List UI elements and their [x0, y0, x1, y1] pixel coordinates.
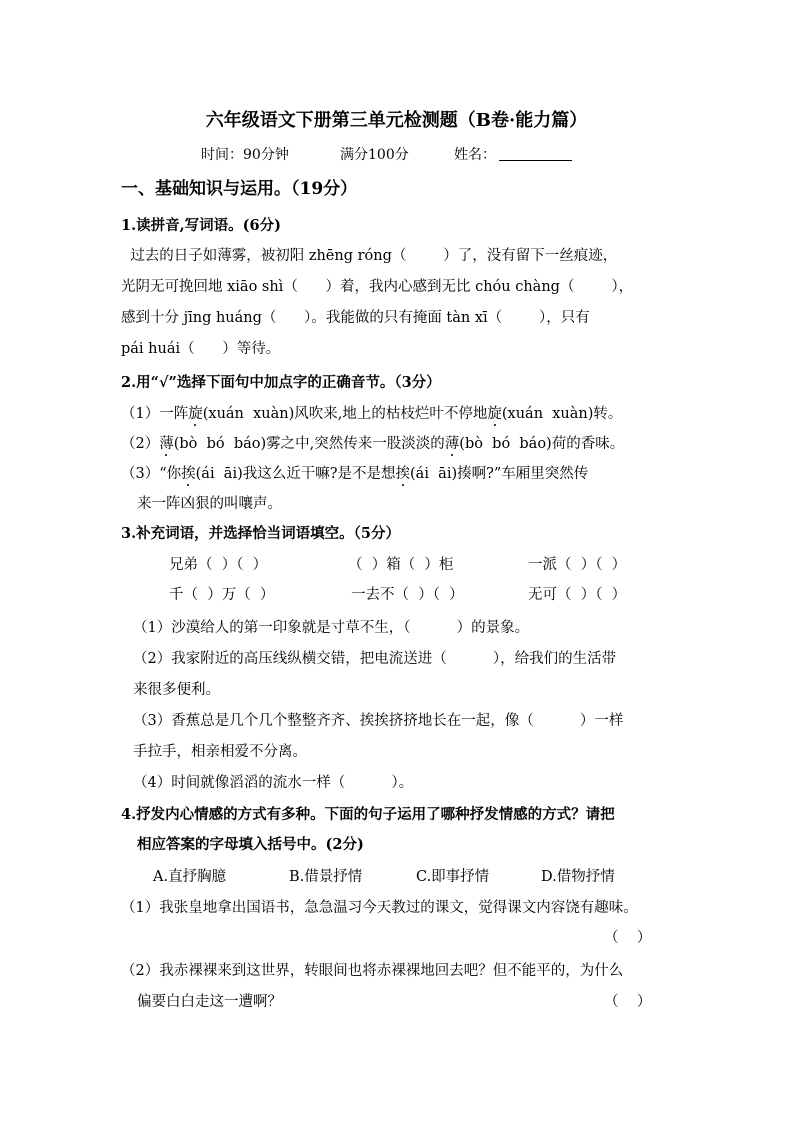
section-heading-1: 一、基础知识与运用。（19分）	[121, 179, 358, 199]
dotted-char: 旋	[188, 406, 203, 422]
dotted-char: 旋	[487, 406, 502, 422]
answer-option: B.借景抒情	[289, 869, 363, 885]
answer-option: A.直抒胸臆	[153, 869, 227, 885]
question-2-line-4: 来一阵凶狠的叫嚷声。	[137, 496, 282, 512]
exam-full-score: 满分100分	[340, 147, 409, 163]
question-3-line: 来很多便利。	[133, 682, 220, 698]
dotted-char: 薄	[444, 436, 460, 452]
word-fill-item: 千（ ）万（ ）	[169, 587, 275, 603]
question-1-line: 光阴无可挽回地 xiāo shì（ ）着，我内心感到无比 chóu chàng（ ），	[121, 279, 634, 295]
question-4-sentence-1: （1）我张皇地拿出国语书，急急温习今天教过的课文，觉得课文内容饶有趣味。	[121, 900, 638, 916]
page-title: 六年级语文下册第三单元检测题（B卷·能力篇）	[205, 110, 588, 131]
answer-blank: （ ）	[604, 994, 652, 1010]
question-2-line-3: （3）“你挨(ái āi)我这么近干嘛?是不是想挨(ái āi)揍啊?”车厢里突然传	[121, 466, 589, 482]
dotted-char: 挨	[395, 466, 411, 482]
answer-option: C.即事抒情	[416, 869, 490, 885]
question-1-heading: 1.读拼音,写词语。(6分)	[121, 217, 281, 234]
question-3-line: （3）香蕉总是几个几个整整齐齐、挨挨挤挤地长在一起，像（ ）一样	[133, 713, 624, 729]
question-2-line-2: （2）薄(bò bó báo)雾之中,突然传来一股淡淡的薄(bò bó báo)荷的香味。	[121, 436, 625, 452]
question-3-line: （2）我家附近的高压线纵横交错，把电流送进（ ），给我们的生活带	[133, 651, 617, 667]
word-fill-item: （ ）箱（ ）柜	[348, 557, 454, 573]
question-3-line: 手拉手，相亲相爱不分离。	[133, 744, 307, 760]
question-2-line-1: （1）一阵旋(xuán xuàn)风吹来,地上的枯枝烂叶不停地旋(xuán xuàn)转。	[121, 406, 623, 422]
name-blank-line	[499, 160, 572, 161]
exam-name-label: 姓名：	[454, 147, 496, 163]
exam-time: 时间：90分钟	[201, 147, 289, 163]
answer-option: D.借物抒情	[541, 869, 615, 885]
word-fill-item: 无可（ ）（ ）	[528, 587, 627, 603]
answer-blank: （ ）	[604, 930, 652, 946]
question-3-line: （1）沙漠给人的第一印象就是寸草不生，（ ）的景象。	[133, 620, 530, 636]
question-4-heading-cont: 相应答案的字母填入括号中。(2分)	[137, 836, 364, 853]
question-3-heading: 3.补充词语，并选择恰当词语填空。（5分）	[121, 525, 400, 542]
question-4-sentence-2: （2）我赤裸裸来到这世界，转眼间也将赤裸裸地回去吧？但不能平的，为什么	[121, 963, 624, 979]
question-4-heading: 4.抒发内心情感的方式有多种。下面的句子运用了哪种抒发情感的方式？请把	[121, 806, 615, 823]
question-1-line: pái huái（ ）等待。	[121, 341, 281, 357]
question-1-line: 感到十分 jīng huáng（ ）。我能做的只有掩面 tàn xī（ ），只有	[121, 310, 590, 326]
question-1-line: 过去的日子如薄雾，被初阳 zhēng róng（ ）了，没有留下一丝痕迹，	[121, 248, 618, 264]
question-3-line: （4）时间就像滔滔的流水一样（ ）。	[133, 775, 414, 791]
dotted-char: 挨	[181, 466, 196, 482]
question-2-heading: 2.用“√”选择下面句中加点字的正确音节。（3分）	[121, 374, 441, 391]
word-fill-item: 一派（ ）（ ）	[528, 557, 627, 573]
dotted-char: 薄	[159, 436, 174, 452]
word-fill-item: 兄弟（ ）（ ）	[169, 557, 268, 573]
question-4-sentence-2-cont: 偏要白白走这一遭啊？	[137, 994, 282, 1010]
word-fill-item: 一去不（ ）（ ）	[351, 587, 464, 603]
